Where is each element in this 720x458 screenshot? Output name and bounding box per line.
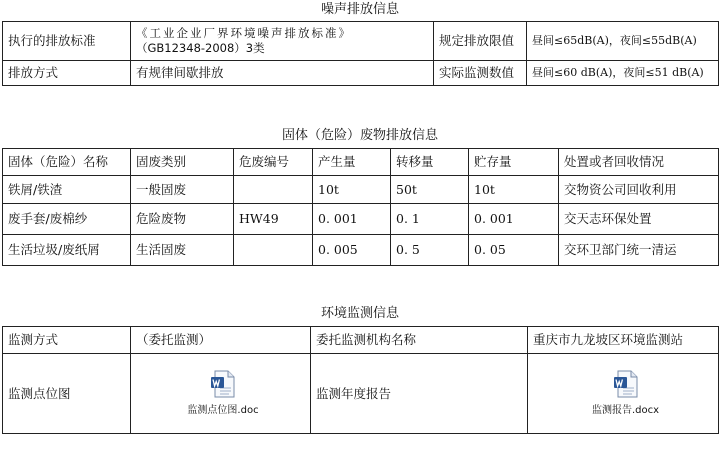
waste-produced: 10t — [313, 176, 391, 204]
waste-name: 废手套/废棉纱 — [3, 204, 131, 235]
col-header-stored: 贮存量 — [469, 149, 559, 176]
annual-report-label: 监测年度报告 — [311, 354, 528, 434]
monitor-method-label: 监测方式 — [3, 327, 131, 354]
solid-waste-table — [2, 148, 719, 266]
waste-name: 铁屑/铁渣 — [3, 176, 131, 204]
limit-value: 昼间≤65dB(A)，夜间≤55dB(A) — [527, 22, 719, 61]
env-row-method — [3, 327, 719, 354]
noise-table — [2, 21, 719, 86]
monitor-point-file-cell — [131, 354, 311, 434]
monitor-method-value: （委托监测） — [131, 327, 311, 354]
annual-report-filename: 监测报告.docx — [591, 404, 660, 416]
col-header-disposal: 处置或者回收情况 — [559, 149, 719, 176]
waste-code: HW49 — [234, 204, 313, 235]
waste-disposal: 交环卫部门统一清运 — [559, 235, 719, 266]
waste-stored: 0. 05 — [469, 235, 559, 266]
noise-row-method — [3, 61, 719, 86]
word-document-icon — [208, 369, 238, 399]
waste-name: 生活垃圾/废纸屑 — [3, 235, 131, 266]
agency-value: 重庆市九龙坡区环境监测站 — [528, 327, 719, 354]
standard-name: 《工业企业厂界环境噪声排放标准》 — [136, 26, 352, 40]
emission-method-value: 有规律间歇排放 — [131, 61, 434, 86]
solid-section-title: 固体（危险）废物排放信息 — [281, 128, 438, 143]
waste-stored: 10t — [469, 176, 559, 204]
monitor-point-file[interactable] — [187, 369, 258, 419]
noise-section-title: 噪声排放信息 — [320, 2, 399, 17]
emission-method-label: 排放方式 — [3, 61, 131, 86]
table-row — [3, 176, 719, 204]
monitor-point-label: 监测点位图 — [3, 354, 131, 434]
monitor-point-filename: 监测点位图.doc — [187, 404, 259, 416]
waste-disposal: 交天志环保处置 — [559, 204, 719, 235]
table-row — [3, 204, 719, 235]
waste-category: 生活固废 — [131, 235, 234, 266]
waste-produced: 0. 001 — [313, 204, 391, 235]
waste-category: 危险废物 — [131, 204, 234, 235]
agency-label: 委托监测机构名称 — [311, 327, 528, 354]
env-monitoring-table — [2, 326, 719, 434]
annual-report-file-cell — [528, 354, 719, 434]
env-section-title: 环境监测信息 — [320, 306, 399, 321]
word-document-icon — [611, 369, 641, 399]
noise-row-standard — [3, 22, 719, 61]
annual-report-file[interactable] — [592, 369, 659, 419]
waste-transferred: 0. 5 — [391, 235, 469, 266]
standard-label: 执行的排放标准 — [3, 22, 131, 61]
col-header-code: 危废编号 — [234, 149, 313, 176]
col-header-transferred: 转移量 — [391, 149, 469, 176]
col-header-produced: 产生量 — [313, 149, 391, 176]
waste-category: 一般固废 — [131, 176, 234, 204]
waste-transferred: 0. 1 — [391, 204, 469, 235]
waste-transferred: 50t — [391, 176, 469, 204]
waste-code — [234, 176, 313, 204]
col-header-name: 固体（危险）名称 — [3, 149, 131, 176]
standard-code: （GB12348-2008）3类 — [136, 41, 265, 55]
env-row-files — [3, 354, 719, 434]
table-row — [3, 235, 719, 266]
standard-value — [131, 22, 434, 61]
limit-label: 规定排放限值 — [434, 22, 527, 61]
waste-stored: 0. 001 — [469, 204, 559, 235]
measured-label: 实际监测数值 — [434, 61, 527, 86]
waste-disposal: 交物资公司回收利用 — [559, 176, 719, 204]
measured-value: 昼间≤60 dB(A)，夜间≤51 dB(A) — [527, 61, 719, 86]
waste-code — [234, 235, 313, 266]
col-header-category: 固废类别 — [131, 149, 234, 176]
waste-produced: 0. 005 — [313, 235, 391, 266]
solid-header-row — [3, 149, 719, 176]
